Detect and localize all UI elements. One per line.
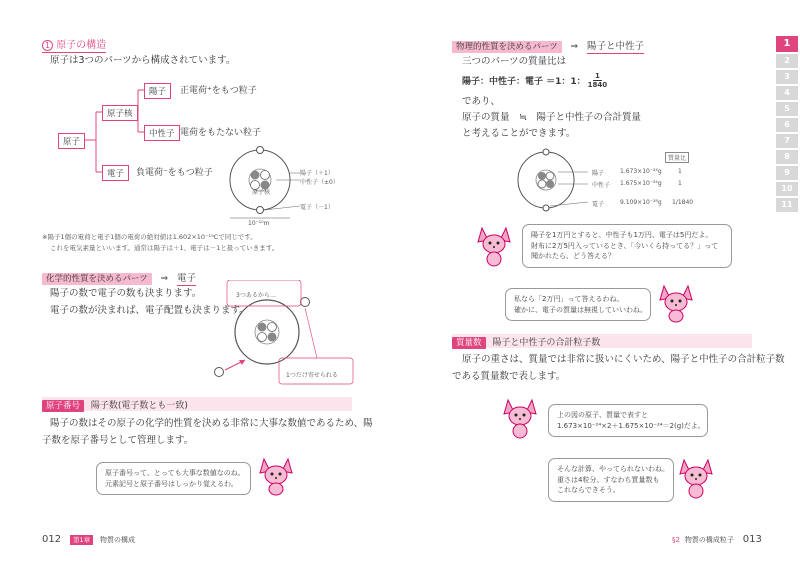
bubble-line: 聞かれたら、どう答える？ xyxy=(531,252,615,260)
callout-top: 3つあるから… xyxy=(236,292,276,299)
atom-label-neutron: 中性子（±0） xyxy=(300,179,339,186)
chapter-tab-6[interactable]: 6 xyxy=(776,118,798,132)
bubble-line: 原子番号って、とっても大事な数値なのね。 xyxy=(105,469,245,477)
chihuahua-mascot-icon xyxy=(474,224,514,268)
bubble-line: 重さは4粒分、すなわち質量数も xyxy=(557,475,660,484)
ratio-fraction xyxy=(588,72,607,89)
section-number: 1 xyxy=(42,40,56,53)
atom-label-electron: 電子（－1） xyxy=(300,204,334,211)
tree-proton-desc: 正電荷⁺をもつ粒子 xyxy=(180,86,257,96)
bubble-line: 1.673×10⁻²⁴×2＋1.675×10⁻²⁴＝2(g)だよ。 xyxy=(557,421,705,430)
chihuahua-mascot-icon xyxy=(256,455,296,497)
ratio-numerator: 1 xyxy=(594,72,600,80)
bubble-line: 元素記号と原子番号はしっかり覚えるわ。 xyxy=(105,479,238,488)
row-neutron-name: 中性子 xyxy=(592,182,611,189)
chapter-tab-9[interactable]: 9 xyxy=(776,166,798,180)
mass-line-1: 三つのパーツの質量比は xyxy=(462,56,567,67)
footer-left xyxy=(42,534,135,545)
chapter-tab-7[interactable]: 7 xyxy=(776,134,798,148)
mass-number-line-1: 原子の重さは、質量では非常に扱いにくいため、陽子と中性子の合計粒子数 xyxy=(462,354,785,365)
mass-line-3: 原子の質量 ≒ 陽子と中性子の合計質量 xyxy=(462,112,641,123)
mass-ratio-label: 質量比 xyxy=(665,152,689,163)
section-chemical xyxy=(42,270,196,284)
section-title: 原子の構造 xyxy=(56,40,107,51)
chem-line-1: 陽子の数で電子の数も決まります。 xyxy=(50,288,202,299)
row-proton-mass: 1.673×10⁻²⁴g xyxy=(620,168,662,175)
arrow: ⇒ xyxy=(160,274,169,284)
bubble-line: 私なら「2万円」って答えるわね。 xyxy=(514,295,624,303)
tag-physical: 物理的性質を決めるパーツ xyxy=(452,41,562,53)
chapter-tab-3[interactable]: 3 xyxy=(776,70,798,84)
section-title: 物質の構成粒子 xyxy=(684,536,734,544)
tree-nucleus: 原子核 xyxy=(102,105,138,121)
chapter-tab-11[interactable]: 11 xyxy=(776,198,798,212)
footer-right xyxy=(672,534,762,545)
bubble-line: これならできそう。 xyxy=(557,486,620,494)
row-electron-mass: 9.109×10⁻²⁸g xyxy=(620,199,662,206)
atom-label-nucleus: 原子核 xyxy=(252,189,271,196)
ratio-text: 陽子：中性子：電子 ＝1：1： xyxy=(462,77,586,87)
row-electron-ratio: 1/1840 xyxy=(672,199,694,206)
chapter-badge: 第1章 xyxy=(70,535,93,545)
section-atomic-number xyxy=(42,398,188,411)
chapter-tabs xyxy=(776,36,798,212)
intro-text: 原子は3つのパーツから構成されています。 xyxy=(50,55,236,66)
section-badge: §2 xyxy=(672,536,680,544)
atom-label-proton: 陽子（＋1） xyxy=(300,170,334,177)
arrow: ⇒ xyxy=(570,42,579,52)
tag-mass-number: 質量数 xyxy=(452,337,486,349)
mass-number-heading: 陽子と中性子の合計粒子数 xyxy=(492,338,601,348)
row-proton-ratio: 1 xyxy=(678,168,682,175)
tag-chemical: 化学的性質を決めるパーツ xyxy=(42,273,152,285)
row-neutron-ratio: 1 xyxy=(678,180,682,187)
speech-bubble-right-4 xyxy=(548,458,674,502)
callout-bottom: 1つだけ寄せられる xyxy=(286,372,338,379)
atomic-line-1: 陽子の数はその原子の化学的性質を決める非常に大事な数値であるため、陽 xyxy=(50,418,373,429)
bubble-line: そんな計算、やってられないわね。 xyxy=(557,465,669,473)
speech-bubble-right-3 xyxy=(548,404,708,437)
answer-proton-neutron: 陽子と中性子 xyxy=(586,41,644,52)
section-physical xyxy=(452,38,644,52)
atomic-line-2: 子数を原子番号として管理します。 xyxy=(42,435,194,446)
row-electron-name: 電子 xyxy=(592,201,605,208)
answer-electron: 電子 xyxy=(176,273,196,284)
chapter-tab-5[interactable]: 5 xyxy=(776,102,798,116)
section-mass-number xyxy=(452,335,600,348)
page-number-left: 012 xyxy=(42,534,62,545)
chapter-tab-10[interactable]: 10 xyxy=(776,182,798,196)
chapter-tab-1[interactable]: 1 xyxy=(776,36,798,52)
bubble-line: 陽子を1万円とすると、中性子も1万円、電子は5円だよ。 xyxy=(531,231,713,239)
row-proton-name: 陽子 xyxy=(592,170,605,177)
speech-bubble-right-1 xyxy=(522,224,732,268)
chihuahua-mascot-icon xyxy=(500,396,540,440)
speech-bubble-right-2 xyxy=(505,288,651,321)
tree-root-atom: 原子 xyxy=(58,133,85,149)
page-number-right: 013 xyxy=(742,534,762,545)
tag-atomic-number: 原子番号 xyxy=(42,400,84,412)
chihuahua-mascot-icon xyxy=(676,456,716,500)
atomic-number-heading: 陽子数(電子数とも一致) xyxy=(90,401,188,411)
mass-line-4: と考えることができます。 xyxy=(462,128,576,139)
chihuahua-mascot-icon xyxy=(656,282,696,324)
chapter-title: 物質の構成 xyxy=(99,536,135,544)
tree-neutron-desc: 電荷をもたない粒子 xyxy=(180,128,262,138)
chapter-tab-2[interactable]: 2 xyxy=(776,54,798,68)
mass-line-2: であり、 xyxy=(462,96,501,107)
speech-bubble-left xyxy=(96,462,251,495)
row-neutron-mass: 1.675×10⁻²⁴g xyxy=(620,180,662,187)
tree-neutron: 中性子 xyxy=(144,125,180,141)
bubble-line: 確かに、電子の質量は無視していいわね。 xyxy=(514,305,647,314)
chem-line-2: 電子の数が決まれば、電子配置も決まります。 xyxy=(50,305,249,316)
tree-electron: 電子 xyxy=(102,165,129,181)
mass-number-line-2: である質量数で表します。 xyxy=(452,371,566,382)
atom-scale: 10⁻¹⁰m xyxy=(248,220,270,227)
chapter-tab-4[interactable]: 4 xyxy=(776,86,798,100)
note-line-2: これを電気素量といいます。通常は陽子は＋1、電子は－1と扱っていきます。 xyxy=(50,244,279,252)
bubble-line: 上の図の原子、質量で表すと xyxy=(557,411,648,419)
note-line-1: ※陽子1個の電荷と電子1個の電荷の絶対値は1.602×10⁻¹⁹Cで同じです。 xyxy=(42,233,257,241)
chapter-tab-8[interactable]: 8 xyxy=(776,150,798,164)
tree-proton: 陽子 xyxy=(144,83,171,99)
mass-ratio-formula xyxy=(462,72,607,89)
bubble-line: 財布に2万5円入っているとき、「今いくら持ってる？」って xyxy=(531,241,719,250)
tree-electron-desc: 負電荷⁻をもつ粒子 xyxy=(136,168,213,178)
ratio-denominator: 1840 xyxy=(587,81,608,89)
